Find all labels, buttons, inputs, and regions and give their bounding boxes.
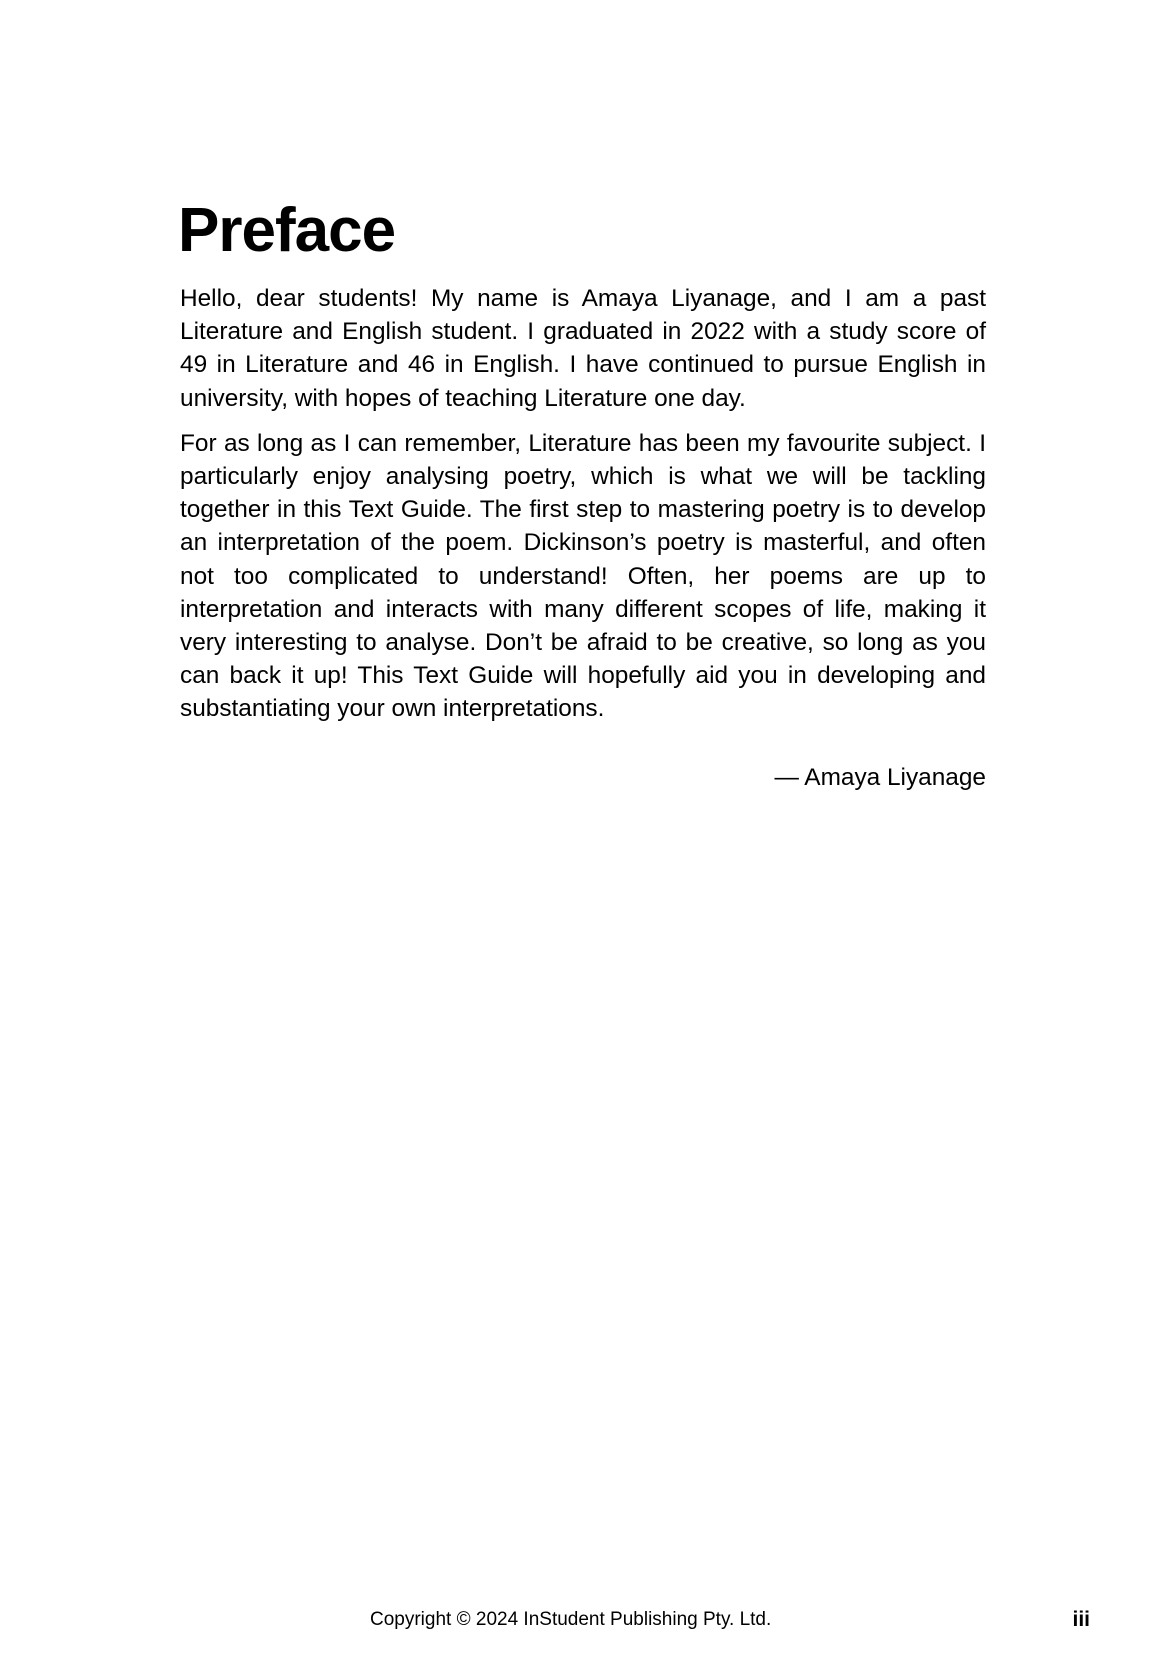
author-signature: — Amaya Liyanage — [774, 763, 986, 791]
copyright-notice: Copyright © 2024 InStudent Publishing Pty. Ltd. — [370, 1609, 772, 1630]
page-number: iii — [1072, 1608, 1090, 1631]
page-content — [178, 196, 986, 794]
preface-paragraph: For as long as I can remember, Literature has been my favourite subject. I particularly enjoy analysing poetry, which is what we will be tackling together in this Text Guide. The first step to mastering poetry is to develop an interpretation of the poem. Dickinson’s poetry is masterful, and often not too complicated to understand! Often, her poems are up to interpretation and interacts with many different scopes of life, making it very interesting to analyse. Don’t be afraid to be creative, so long as you can back it up! This Text Guide will hopefully aid you in developing and substantiating your own interpretations. — [180, 429, 986, 723]
page-footer — [0, 1605, 1166, 1635]
page-title: Preface — [178, 196, 396, 265]
preface-paragraph: Hello, dear students! My name is Amaya Liyanage, and I am a past Literature and English student. I graduated in 2022 with a study score of 49 in Literature and 46 in English. I have continued to pursue English in university, with hopes of teaching Literature one day. — [180, 285, 986, 412]
